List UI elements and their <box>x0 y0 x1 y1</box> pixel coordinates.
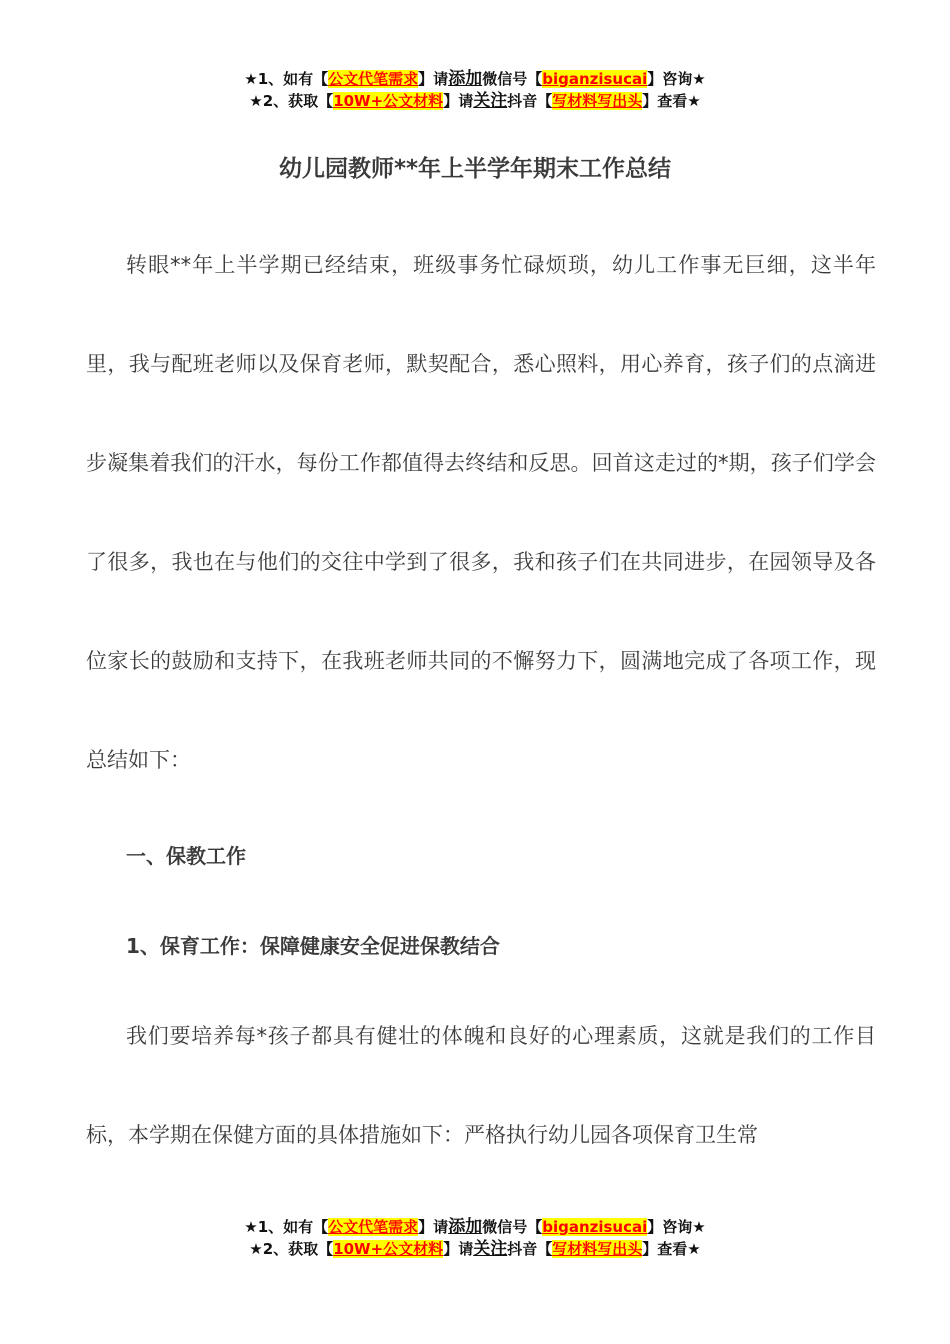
promo-emphasis: 关注 <box>473 91 508 111</box>
promo-text: 抖音【 <box>507 92 553 110</box>
promo-text: 微信号【 <box>482 1218 543 1236</box>
promo-line-2 <box>0 90 950 112</box>
section-heading: 一、保教工作 <box>126 844 246 868</box>
promo-text: 抖音【 <box>507 1240 553 1258</box>
document-title: 幼儿园教师**年上半学年期末工作总结 <box>278 156 672 182</box>
promo-suffix: 】咨询★ <box>647 70 706 88</box>
promo-highlight: biganzisucai <box>542 1218 648 1236</box>
promo-prefix: ★2、获取【 <box>249 1240 334 1258</box>
promo-emphasis: 关注 <box>473 1239 508 1259</box>
promo-highlight: 10W+公文材料 <box>333 1240 444 1258</box>
promo-prefix: ★1、如有【 <box>244 1218 329 1236</box>
promo-line-1 <box>0 68 950 90</box>
promo-line-1 <box>0 1216 950 1238</box>
promo-highlight: 写材料写出头 <box>552 92 643 110</box>
promo-emphasis: 添加 <box>448 1217 483 1237</box>
promo-line-2 <box>0 1238 950 1260</box>
body-paragraph: 我们要培养每*孩子都具有健壮的体魄和良好的心理素质，这就是我们的工作目标，本学期在保健方面的具体措施如下：严格执行幼儿园各项保育卫生常 <box>86 1024 876 1147</box>
promo-suffix: 】查看★ <box>642 92 701 110</box>
promo-text: 】请 <box>443 1240 474 1258</box>
promo-text: 】请 <box>418 1218 449 1236</box>
promo-suffix: 】查看★ <box>642 1240 701 1258</box>
promo-text: 】请 <box>443 92 474 110</box>
promo-highlight: 10W+公文材料 <box>333 92 444 110</box>
promo-text: 微信号【 <box>482 70 543 88</box>
promo-prefix: ★1、如有【 <box>244 70 329 88</box>
promo-emphasis: 添加 <box>448 69 483 89</box>
promo-highlight: 公文代笔需求 <box>328 1218 419 1236</box>
promo-suffix: 】咨询★ <box>647 1218 706 1236</box>
body-paragraph: 转眼**年上半学期已经结束，班级事务忙碌烦琐，幼儿工作事无巨细，这半年里，我与配班老师以及保育老师，默契配合，悉心照料，用心养育，孩子们的点滴进步凝集着我们的汗水，每份工作都值得去终结和反思。回首这走过的*期，孩子们学会了很多，我也在与他们的交往中学到了很多，我和孩子们在共同进步，在园领导及各位家长的鼓励和支持下，在我班老师共同的不懈努力下，圆满地完成了各项工作，现总结如下： <box>86 253 876 772</box>
promo-text: 】请 <box>418 70 449 88</box>
promo-prefix: ★2、获取【 <box>249 92 334 110</box>
promo-banner-top <box>0 68 950 112</box>
promo-highlight: 写材料写出头 <box>552 1240 643 1258</box>
promo-highlight: 公文代笔需求 <box>328 70 419 88</box>
promo-banner-bottom <box>0 1216 950 1260</box>
promo-highlight: biganzisucai <box>542 70 648 88</box>
subsection-heading: 1、保育工作：保障健康安全促进保教结合 <box>126 934 500 958</box>
